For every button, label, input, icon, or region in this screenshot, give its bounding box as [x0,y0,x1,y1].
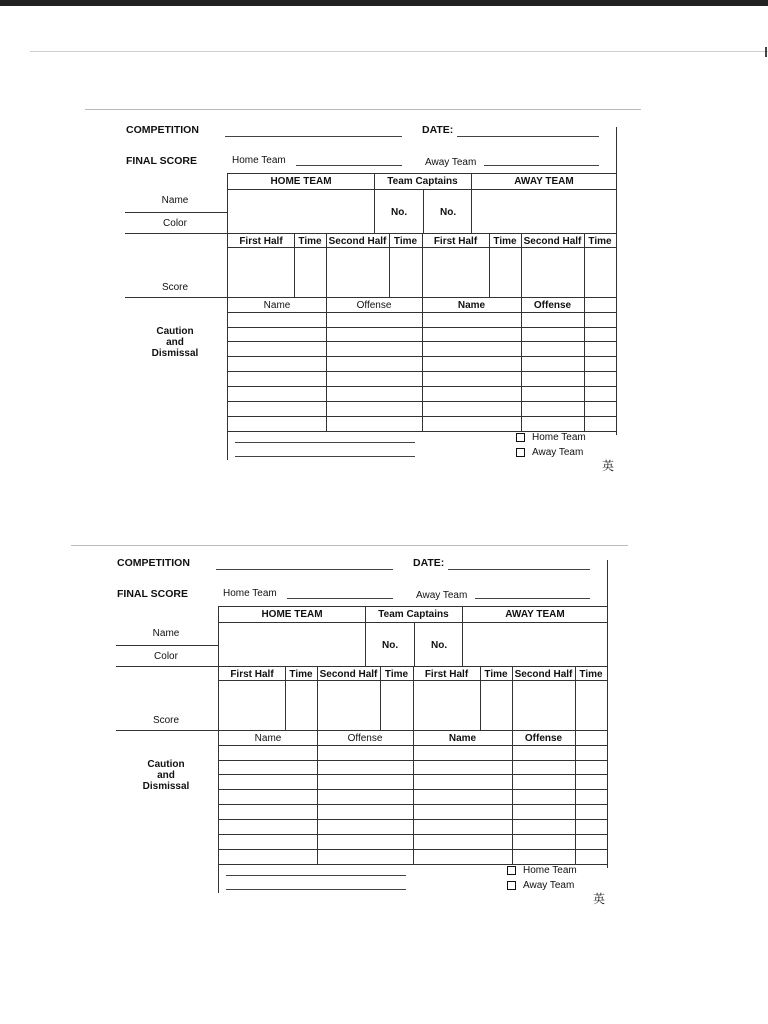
caution-col-divider [584,297,585,431]
date-label: DATE: [413,557,445,569]
captains-middle-border [414,622,415,666]
home-second-time-header: Time [384,669,409,680]
competition-field[interactable] [225,136,402,137]
caution-col-divider [317,730,318,864]
date-field[interactable] [457,136,599,137]
sheet-top-rule [85,109,641,110]
home-first-half-header: First Half [230,669,274,680]
home-team-score-field[interactable] [296,165,402,166]
score-row-label: Score [152,715,180,726]
caution-col-divider [521,297,522,431]
away-first-time-header: Time [484,669,508,680]
caution-row-line [218,789,608,790]
score-row-bottom-border [116,730,608,731]
home-team-score-field[interactable] [287,598,393,599]
caution-row-line [227,341,617,342]
caution-row-line [218,774,608,775]
name-row-label: Name [161,195,189,206]
competition-field[interactable] [216,569,393,570]
home-team-label: Home Team [232,155,286,166]
home-first-time-header: Time [298,236,322,247]
home-offense-col-header: Offense [356,300,392,311]
caution-row-line [227,312,617,313]
team-captains-header: Team Captains [387,176,458,187]
away-name-col-header: Name [448,733,477,744]
home-team-checkbox-label: Home Team [532,432,586,443]
edge-mark [765,47,767,57]
caution-label-line2: and [157,770,175,781]
table-top-border [227,173,617,174]
away-team-checkbox-label: Away Team [532,447,584,458]
home-name-col-header: Name [254,733,282,744]
name-row-label: Name [152,628,180,639]
away-team-checkbox[interactable] [507,881,516,890]
home-second-half-header: Second Half [319,669,378,680]
date-field[interactable] [448,569,590,570]
top-fold-line [30,51,768,52]
away-team-header: AWAY TEAM [505,609,565,620]
home-team-header: HOME TEAM [261,609,323,620]
caution-label-line1: Caution [156,326,194,337]
signature-line-2[interactable] [235,456,415,457]
score-row-label: Score [161,282,189,293]
away-team-label: Away Team [425,157,477,168]
caution-label-line3: Dismissal [151,348,199,359]
home-first-half-header: First Half [239,236,283,247]
date-label: DATE: [422,124,454,136]
team-info-bottom-border [116,666,608,667]
team-info-bottom-border [125,233,617,234]
caution-row-line [227,371,617,372]
away-team-checkbox-label: Away Team [523,880,575,891]
caution-label-line3: Dismissal [142,781,190,792]
caution-row-line [218,760,608,761]
home-team-checkbox[interactable] [516,433,525,442]
header-row-border [218,622,608,623]
home-team-label: Home Team [223,588,277,599]
caution-col-divider [326,297,327,431]
caution-row-line [218,849,608,850]
home-captain-no-label: No. [382,640,399,651]
home-second-time-header: Time [393,236,418,247]
away-second-time-header: Time [588,236,612,247]
name-row-divider [116,645,218,646]
away-captain-no-label: No. [431,640,448,651]
home-second-half-header: Second Half [328,236,387,247]
away-team-score-field[interactable] [484,165,599,166]
competition-label: COMPETITION [126,124,199,136]
score-card-1 [120,105,620,473]
away-offense-col-header: Offense [524,733,563,744]
away-team-header: AWAY TEAM [514,176,574,187]
away-first-time-header: Time [493,236,517,247]
sheet-top-rule [71,545,628,546]
caution-row-line [218,745,608,746]
stamp-glyph: 英 [593,892,606,906]
caution-label-line1: Caution [147,759,185,770]
table-top-border [218,606,608,607]
away-second-time-header: Time [579,669,603,680]
home-team-checkbox[interactable] [507,866,516,875]
score-card-2 [111,538,611,906]
caution-row-line [227,416,617,417]
caution-col-divider [512,730,513,864]
away-second-half-header: Second Half [514,669,573,680]
signature-line-2[interactable] [226,889,406,890]
caution-row-line [218,834,608,835]
home-offense-col-header: Offense [347,733,383,744]
home-first-time-header: Time [289,669,313,680]
away-name-col-header: Name [457,300,486,311]
away-first-half-header: First Half [424,669,469,680]
competition-label: COMPETITION [117,557,190,569]
color-row-label: Color [163,218,187,229]
caution-row-line [218,804,608,805]
caution-col-divider [422,297,423,431]
name-row-divider [125,212,227,213]
caution-label-line2: and [166,337,184,348]
away-team-score-field[interactable] [475,598,590,599]
away-captain-no-label: No. [440,207,457,218]
caution-row-line [227,401,617,402]
away-team-label: Away Team [416,590,468,601]
team-captains-header: Team Captains [378,609,449,620]
home-name-col-header: Name [263,300,291,311]
final-score-label: FINAL SCORE [117,588,188,600]
caution-row-line [227,327,617,328]
caution-col-divider [575,730,576,864]
away-first-half-header: First Half [433,236,478,247]
header-row-border [227,189,617,190]
signature-line-1[interactable] [226,875,406,876]
final-score-label: FINAL SCORE [126,155,197,167]
away-team-checkbox[interactable] [516,448,525,457]
home-team-header: HOME TEAM [270,176,332,187]
caution-row-line [218,819,608,820]
signature-line-1[interactable] [235,442,415,443]
caution-row-line [227,386,617,387]
away-offense-col-header: Offense [533,300,572,311]
caution-row-line [227,356,617,357]
stamp-glyph: 英 [602,459,615,473]
color-row-label: Color [154,651,178,662]
caution-col-divider [413,730,414,864]
away-second-half-header: Second Half [523,236,582,247]
home-captain-no-label: No. [391,207,408,218]
home-team-checkbox-label: Home Team [523,865,577,876]
top-edge-bar [0,0,768,6]
score-row-bottom-border [125,297,617,298]
captains-middle-border [423,189,424,233]
